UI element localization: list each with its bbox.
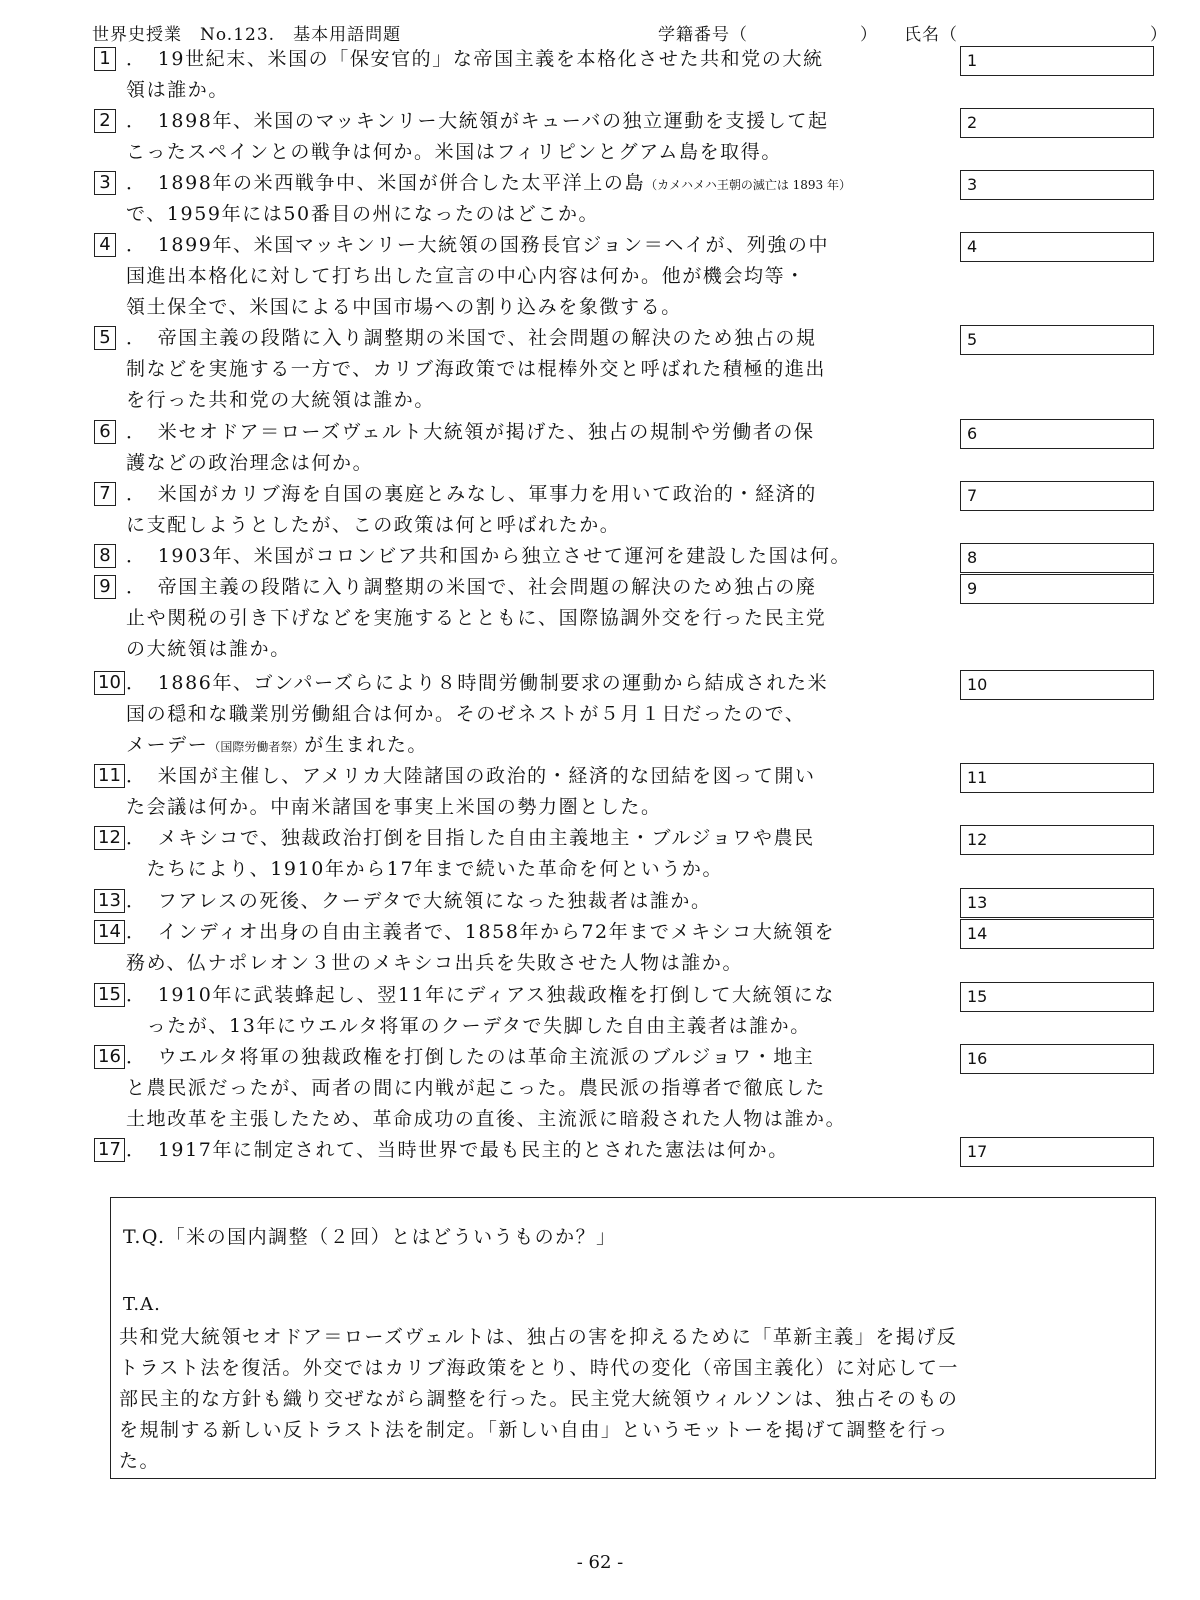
question-line: 制などを実施する一方で、カリブ海政策では棍棒外交と呼ばれた積極的進出: [126, 358, 827, 380]
name-label: 氏名（: [904, 25, 958, 45]
question-line: たちにより、1910年から17年まで続いた革命を何というか。: [126, 858, 724, 880]
question-line: た会議は何か。中南米諸国を事実上米国の勢力圏とした。: [126, 796, 662, 818]
question-number: 11: [94, 764, 125, 788]
question-text: [126, 917, 958, 979]
question-number: 1: [94, 47, 116, 71]
question-line: ． 1898年、米国のマッキンリー大統領がキューバの独立運動を支援して起: [126, 110, 829, 132]
thinking-question-box: [110, 1197, 1156, 1479]
question-line: ったが、13年にウエルタ将軍のクーデタで失脚した自由主義者は誰か。: [126, 1015, 811, 1037]
question-line: [126, 730, 958, 761]
answer-box[interactable]: 15: [960, 982, 1154, 1012]
question-text: [126, 761, 958, 823]
question-text: [126, 668, 958, 761]
question-text: [126, 980, 958, 1042]
question-line: 護などの政治理念は何か。: [126, 452, 374, 474]
thinking-answer-line: 部民主的な方針も織り交ぜながら調整を行った。民主党大統領ウィルソンは、独占そのもの: [119, 1388, 959, 1410]
question-line: の大統領は誰か。: [126, 638, 291, 660]
thinking-answer-line: 共和党大統領セオドア＝ローズヴェルトは、独占の害を抑えるために「革新主義」を掲げ反: [119, 1326, 958, 1348]
question-line: 領土保全で、米国による中国市場への割り込みを象徴する。: [126, 296, 682, 318]
question-line: ． 1899年、米国マッキンリー大統領の国務長官ジョン＝ヘイが、列強の中: [126, 234, 830, 256]
question-text: [126, 886, 958, 917]
question-line: ． 1886年、ゴンパーズらにより８時間労働制要求の運動から結成された米: [126, 672, 829, 694]
question-note: （国際労働者祭）: [208, 740, 305, 754]
question-text: [126, 44, 958, 106]
answer-box[interactable]: 1: [960, 46, 1154, 76]
question-number: 5: [94, 326, 116, 350]
question-number: 3: [94, 171, 116, 195]
question-number: 14: [94, 920, 125, 944]
student-number-label: 学籍番号（: [658, 25, 748, 45]
answer-box[interactable]: 6: [960, 419, 1154, 449]
answer-box[interactable]: 3: [960, 170, 1154, 200]
question-text: [126, 323, 958, 416]
question-number: 2: [94, 109, 116, 133]
question-text: [126, 1135, 958, 1166]
question-line-main: メーデー: [126, 734, 209, 756]
answer-box[interactable]: 9: [960, 574, 1154, 604]
question-text: [126, 541, 958, 572]
answer-box[interactable]: 17: [960, 1137, 1154, 1167]
question-text: [126, 230, 958, 323]
question-line: 領は誰か。: [126, 79, 230, 101]
question-line: 務め、仏ナポレオン３世のメキシコ出兵を失敗させた人物は誰か。: [126, 952, 744, 974]
answer-box[interactable]: 16: [960, 1044, 1154, 1074]
question-number: 12: [94, 826, 125, 850]
answer-box[interactable]: 7: [960, 481, 1154, 511]
question-line-main: ． 1898年の米西戦争中、米国が併合した太平洋上の島: [126, 172, 646, 194]
question-number: 15: [94, 983, 125, 1007]
question-line: ． 1910年に武装蜂起し、翌11年にディアス独裁政権を打倒して大統領にな: [126, 984, 835, 1006]
question-line: 国の穏和な職業別労働組合は何か。そのゼネストが５月１日だったので、: [126, 703, 806, 725]
question-line: ． フアレスの死後、クーデタで大統領になった独裁者は誰か。: [126, 890, 712, 912]
question-number: 6: [94, 420, 116, 444]
worksheet-title: 世界史授業 No.123. 基本用語問題: [92, 25, 402, 45]
question-line: ． 米セオドア＝ローズヴェルト大統領が掲げた、独占の規制や労働者の保: [126, 421, 815, 443]
question-text: [126, 572, 958, 665]
question-line: 国進出本格化に対して打ち出した宣言の中心内容は何か。他が機会均等・: [126, 265, 806, 287]
question-text: [126, 1042, 958, 1135]
question-text: [126, 823, 958, 885]
answer-box[interactable]: 12: [960, 825, 1154, 855]
question-number: 4: [94, 233, 116, 257]
question-line: で、1959年には50番目の州になったのはどこか。: [126, 203, 600, 225]
answer-box[interactable]: 14: [960, 919, 1154, 949]
question-number: 9: [94, 575, 116, 599]
question-number: 16: [94, 1045, 125, 1069]
question-line: ． 帝国主義の段階に入り調整期の米国で、社会問題の解決のため独占の廃: [126, 576, 817, 598]
header: [92, 20, 1168, 45]
question-line: を行った共和党の大統領は誰か。: [126, 389, 436, 411]
answer-box[interactable]: 4: [960, 232, 1154, 262]
answer-box[interactable]: 2: [960, 108, 1154, 138]
question-note: （カメハメハ王朝の滅亡は 1893 年）: [645, 178, 851, 192]
answer-box[interactable]: 11: [960, 763, 1154, 793]
question-text: [126, 479, 958, 541]
question-line: 土地改革を主張したため、革命成功の直後、主流派に暗殺された人物は誰か。: [126, 1108, 847, 1130]
question-line: ． インディオ出身の自由主義者で、1858年から72年までメキシコ大統領を: [126, 921, 836, 943]
question-number: 8: [94, 544, 116, 568]
name-close: ）: [1150, 25, 1168, 45]
question-text: [126, 168, 958, 230]
answer-box[interactable]: 5: [960, 325, 1154, 355]
question-line: こったスペインとの戦争は何か。米国はフィリピンとグアム島を取得。: [126, 141, 782, 163]
thinking-question: T.Q.「米の国内調整（２回）とはどういうものか？」: [123, 1226, 617, 1248]
question-text: [126, 106, 958, 168]
question-number: 7: [94, 482, 116, 506]
question-line: ． 1917年に制定されて、当時世界で最も民主的とされた憲法は何か。: [126, 1139, 789, 1161]
question-line: ． 19世紀末、米国の「保安官的」な帝国主義を本格化させた共和党の大統: [126, 48, 824, 70]
question-line: ． 米国がカリブ海を自国の裏庭とみなし、軍事力を用いて政治的・経済的: [126, 483, 817, 505]
question-number: 13: [94, 889, 125, 913]
question-number: 17: [94, 1138, 125, 1162]
thinking-answer-line: トラスト法を復活。外交ではカリブ海政策をとり、時代の変化（帝国主義化）に対応して一: [119, 1357, 959, 1379]
thinking-answer-text: [119, 1322, 1149, 1477]
question-line: ． ウエルタ将軍の独裁政権を打倒したのは革命主流派のブルジョワ・地主: [126, 1046, 815, 1068]
question-line-tail: が生まれた。: [304, 734, 429, 756]
thinking-answer-line: を規制する新しい反トラスト法を制定。「新しい自由」というモットーを掲げて調整を行っ: [119, 1419, 949, 1441]
answer-box[interactable]: 13: [960, 888, 1154, 918]
question-line: ． 帝国主義の段階に入り調整期の米国で、社会問題の解決のため独占の規: [126, 327, 817, 349]
answer-box[interactable]: 8: [960, 543, 1154, 573]
question-line: ． メキシコで、独裁政治打倒を目指した自由主義地主・ブルジョワや農民: [126, 827, 815, 849]
question-number: 10: [94, 671, 125, 695]
page-number: - 62 -: [576, 1552, 624, 1573]
question-line: と農民派だったが、両者の間に内戦が起こった。農民派の指導者で徹底した: [126, 1077, 827, 1099]
student-number-close: ）: [860, 25, 878, 45]
thinking-answer-label: T.A.: [123, 1294, 161, 1315]
question-text: [126, 417, 958, 479]
answer-box[interactable]: 10: [960, 670, 1154, 700]
question-line: ． 米国が主催し、アメリカ大陸諸国の政治的・経済的な団結を図って開い: [126, 765, 816, 787]
question-line: ． 1903年、米国がコロンビア共和国から独立させて運河を建設した国は何。: [126, 545, 852, 567]
thinking-answer-line: た。: [119, 1450, 161, 1472]
question-line: 止や関税の引き下げなどを実施するとともに、国際協調外交を行った民主党: [126, 607, 827, 629]
question-line: [126, 168, 958, 199]
question-line: に支配しようとしたが、この政策は何と呼ばれたか。: [126, 514, 621, 536]
